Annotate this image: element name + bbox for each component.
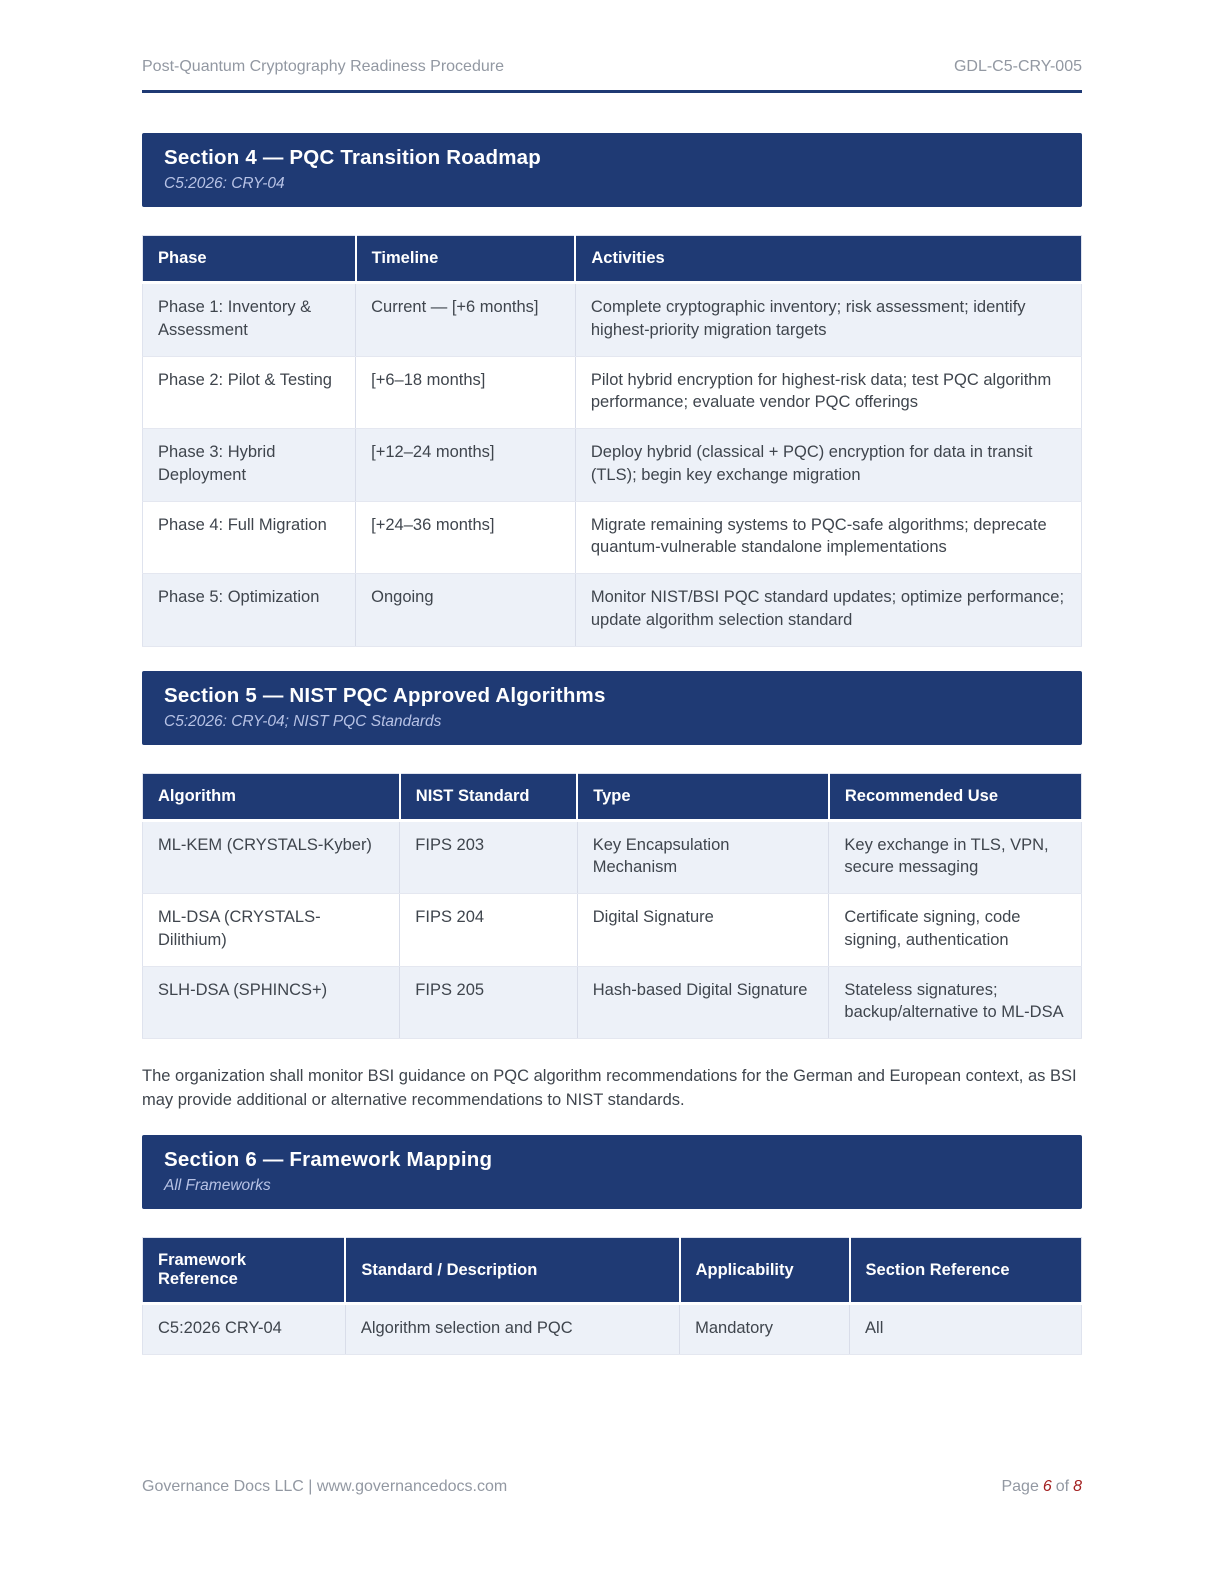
column-header: Algorithm <box>143 773 400 820</box>
page-indicator <box>1001 1478 1082 1496</box>
section-6-subtitle: All Frameworks <box>164 1177 271 1195</box>
table-cell: Phase 4: Full Migration <box>143 501 356 574</box>
table-cell: ML-DSA (CRYSTALS-Dilithium) <box>143 894 400 967</box>
column-header: Recommended Use <box>829 773 1082 820</box>
table-cell: Algorithm selection and PQC <box>345 1304 679 1355</box>
table-cell: Current — [+6 months] <box>356 283 576 357</box>
column-header: Standard / Description <box>345 1238 679 1304</box>
table-row <box>143 429 1082 502</box>
table-row <box>143 1304 1082 1355</box>
table-cell: Mandatory <box>680 1304 850 1355</box>
table-row <box>143 501 1082 574</box>
table-cell: Pilot hybrid encryption for highest-risk data; test PQC algorithm performance; evaluate vendor PQC offerings <box>575 356 1081 429</box>
table-cell: Complete cryptographic inventory; risk assessment; identify highest-priority migration targets <box>575 283 1081 357</box>
table-cell: Key Encapsulation Mechanism <box>577 820 829 894</box>
page-total: 8 <box>1073 1478 1082 1495</box>
section-6-title: Section 6 — Framework Mapping <box>164 1148 493 1172</box>
section-5-subtitle: C5:2026: CRY-04; NIST PQC Standards <box>164 712 442 730</box>
column-header: Phase <box>143 236 356 283</box>
table-row <box>143 820 1082 894</box>
page-current: 6 <box>1042 1478 1052 1495</box>
section-4-banner <box>142 133 1082 207</box>
table-row <box>143 966 1082 1039</box>
column-header: NIST Standard <box>400 773 577 820</box>
framework-mapping-table <box>142 1237 1082 1355</box>
column-header: Timeline <box>356 236 576 283</box>
table-row <box>143 283 1082 357</box>
table-row <box>143 894 1082 967</box>
section-4-title: Section 4 — PQC Transition Roadmap <box>164 146 542 169</box>
table-row <box>143 356 1082 429</box>
table-cell: Phase 2: Pilot & Testing <box>143 356 356 429</box>
table-cell: FIPS 204 <box>400 894 577 967</box>
nist-algorithms-table <box>142 773 1082 1040</box>
running-footer <box>142 1478 1082 1496</box>
table-cell: [+12–24 months] <box>356 429 576 502</box>
section-5-banner <box>142 671 1082 745</box>
table-cell: FIPS 205 <box>400 966 577 1039</box>
running-header <box>142 58 1082 93</box>
table-cell: Stateless signatures; backup/alternative to ML-DSA <box>829 966 1082 1039</box>
of-word: of <box>1055 1478 1070 1495</box>
table-cell: Phase 3: Hybrid Deployment <box>143 429 356 502</box>
header-row <box>143 236 1082 283</box>
table-cell: Phase 1: Inventory & Assessment <box>143 283 356 357</box>
header-row <box>143 773 1082 820</box>
section-6-banner <box>142 1135 1082 1209</box>
table-cell: SLH-DSA (SPHINCS+) <box>143 966 400 1039</box>
column-header: Activities <box>575 236 1081 283</box>
table-cell: C5:2026 CRY-04 <box>143 1304 346 1355</box>
table-cell: [+6–18 months] <box>356 356 576 429</box>
table-row <box>143 574 1082 647</box>
table-cell: Monitor NIST/BSI PQC standard updates; optimize performance; update algorithm selection standard <box>575 574 1081 647</box>
table-cell: FIPS 203 <box>400 820 577 894</box>
column-header: Type <box>577 773 829 820</box>
document-id: GDL-C5-CRY-005 <box>953 58 1082 75</box>
table-cell: ML-KEM (CRYSTALS-Kyber) <box>143 820 400 894</box>
table-cell: Phase 5: Optimization <box>143 574 356 647</box>
table-cell: Digital Signature <box>577 894 829 967</box>
column-header: Framework Reference <box>143 1238 346 1304</box>
column-header: Applicability <box>680 1238 850 1304</box>
bsi-guidance-note: The organization shall monitor BSI guidance on PQC algorithm recommendations for the German and European context, as BSI may provide additional or alternative recommendations to NIST standards. <box>142 1067 1077 1110</box>
table-cell: All <box>850 1304 1082 1355</box>
table-cell: [+24–36 months] <box>356 501 576 574</box>
document-title: Post-Quantum Cryptography Readiness Procedure <box>142 58 504 75</box>
table-cell: Migrate remaining systems to PQC-safe algorithms; deprecate quantum-vulnerable standalone implementations <box>575 501 1081 574</box>
header-row <box>143 1238 1082 1304</box>
table-cell: Key exchange in TLS, VPN, secure messaging <box>829 820 1082 894</box>
table-cell: Hash-based Digital Signature <box>577 966 829 1039</box>
section-5-title: Section 5 — NIST PQC Approved Algorithms <box>164 683 606 707</box>
column-header: Section Reference <box>850 1238 1082 1304</box>
section-4-subtitle: C5:2026: CRY-04 <box>164 175 285 192</box>
table-cell: Deploy hybrid (classical + PQC) encryption for data in transit (TLS); begin key exchange migration <box>575 429 1081 502</box>
table-cell: Certificate signing, code signing, authentication <box>829 894 1082 967</box>
pqc-roadmap-table <box>142 235 1082 647</box>
footer-company: Governance Docs LLC | www.governancedocs.com <box>142 1478 508 1495</box>
page-word: Page <box>1001 1478 1039 1495</box>
table-cell: Ongoing <box>356 574 576 647</box>
